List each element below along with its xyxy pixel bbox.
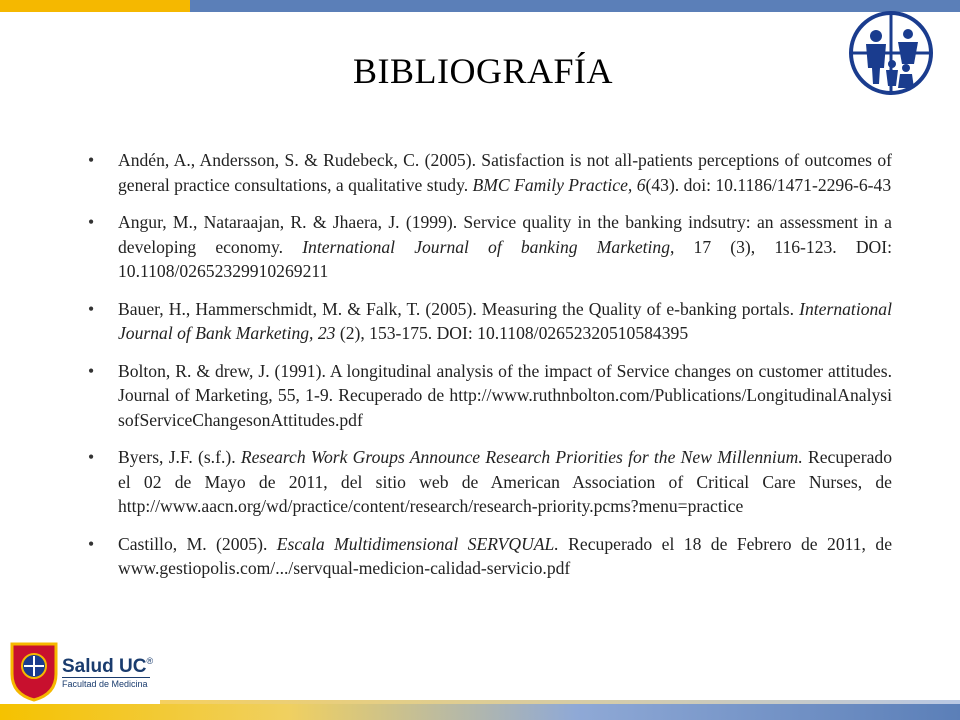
reference-italic: International Journal of Bank Marketing, 23 — [118, 298, 892, 343]
reference-italic: Research Work Groups Announce Research Priorities for the New Millennium. — [240, 447, 803, 467]
reference-text: Recuperado el 18 de Febrero de 2011, de www.gestiopolis.com/.../servqual-medicion-calidad-servicio.pdf — [118, 533, 892, 578]
reference-text: Bolton, R. & drew, J. (1991). A longitudinal analysis of the impact of Service changes on customer attitudes. Journal of Marketing, 55, 1-9. Recuperado de http://www.ruthnbolton.com/Publications/LongitudinalAnalysisofServiceChangesonAttitudes.pdf — [118, 360, 892, 430]
page-title: BIBLIOGRAFÍA — [352, 51, 613, 91]
reference-text: Byers, J.F. (s.f.). — [118, 447, 241, 467]
reference-italic: International Journal of banking Marketing — [302, 236, 670, 257]
brand-mark: ® — [146, 656, 154, 666]
brand-subtitle: Facultad de Medicina — [62, 677, 150, 689]
reference-text: Bauer, H., Hammerschmidt, M. & Falk, T. (2005). Measuring the Quality of e-banking portals. — [118, 298, 800, 319]
footer-bar — [0, 704, 960, 720]
reference-text: Castillo, M. (2005). — [118, 533, 277, 554]
reference-text: Angur, M., Nataraajan, R. & Jhaera, J. (1999). Service quality in the banking indsutry: an assessment in a developing economy. — [118, 212, 892, 257]
top-gold-bar — [0, 0, 190, 12]
brand-name: Salud UC — [62, 656, 147, 677]
reference-text: (2), 153-175. DOI: 10.1108/02652320510584395 — [335, 323, 689, 343]
reference-text: , 17 (3), 116-123. DOI: 10.1108/02652329910269211 — [118, 236, 893, 281]
reference-item — [88, 359, 892, 433]
top-blue-bar — [190, 0, 960, 12]
reference-text: Recuperado el 02 de Mayo de 2011, del sitio web de American Association of Critical Care Nurses, de http://www.aacn.org/wd/practice/content/research/research-priority.pcms?menu=practice — [118, 447, 892, 516]
reference-item — [88, 532, 892, 581]
reference-item — [88, 445, 892, 519]
reference-text: (43). doi: 10.1186/1471-2296-6-43 — [645, 174, 892, 195]
reference-item — [88, 297, 892, 346]
reference-text: Andén, A., Andersson, S. & Rudebeck, C. (2005). Satisfaction is not all-patients perceptions of outcomes of general practice consultations, a qualitative study. — [118, 150, 892, 195]
university-crest-icon — [8, 640, 60, 702]
reference-item — [88, 148, 892, 197]
reference-italic: Escala Multidimensional SERVQUAL. — [276, 533, 559, 554]
reference-italic: BMC Family Practice, 6 — [472, 174, 646, 195]
reference-item — [88, 210, 892, 284]
brand-logo — [62, 656, 153, 689]
reference-list — [88, 148, 892, 594]
